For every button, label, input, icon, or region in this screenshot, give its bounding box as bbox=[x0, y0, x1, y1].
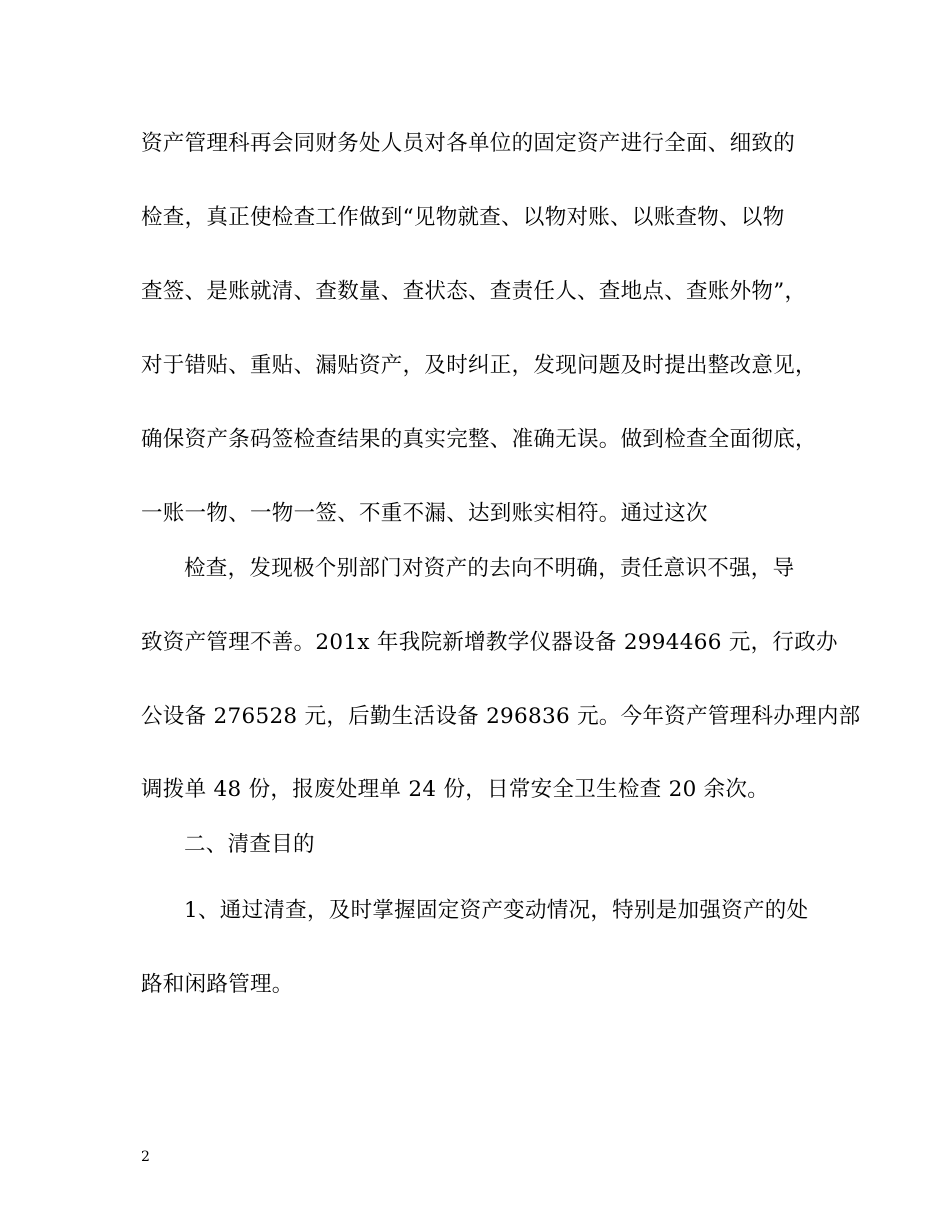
paragraph-line: 调拨单 48 份，报废处理单 24 份，日常安全卫生检查 20 余次。 bbox=[141, 777, 770, 802]
paragraph-line: 对于错贴、重贴、漏贴资产，及时纠正，发现问题及时提出整改意见， bbox=[141, 353, 817, 378]
paragraph-line: 确保资产条码签检查结果的真实完整、准确无误。做到检查全面彻底， bbox=[141, 427, 817, 452]
paragraph-line: 资产管理科再会同财务处人员对各单位的固定资产进行全面、细致的 bbox=[141, 131, 796, 156]
paragraph-line: 1、通过清查，及时掌握固定资产变动情况，特别是加强资产的处 bbox=[184, 898, 809, 923]
paragraph-line: 查签、是账就清、查数量、查状态、查责任人、查地点、查账外物”， bbox=[141, 279, 807, 304]
section-heading: 二、清查目的 bbox=[184, 832, 315, 857]
paragraph-line: 公设备 276528 元，后勤生活设备 296836 元。今年资产管理科办理内部 bbox=[141, 704, 861, 729]
paragraph-line: 路和闲路管理。 bbox=[141, 972, 294, 997]
paragraph-line: 检查，真正使检查工作做到“见物就查、以物对账、以账查物、以物 bbox=[141, 205, 785, 230]
paragraph-line: 检查，发现极个别部门对资产的去向不明确，责任意识不强，导 bbox=[184, 556, 795, 581]
page-number: 2 bbox=[141, 1149, 150, 1165]
paragraph-line: 一账一物、一物一签、不重不漏、达到账实相符。通过这次 bbox=[141, 501, 708, 526]
paragraph-line: 致资产管理不善。201x 年我院新增教学仪器设备 2994466 元，行政办 bbox=[141, 630, 838, 655]
